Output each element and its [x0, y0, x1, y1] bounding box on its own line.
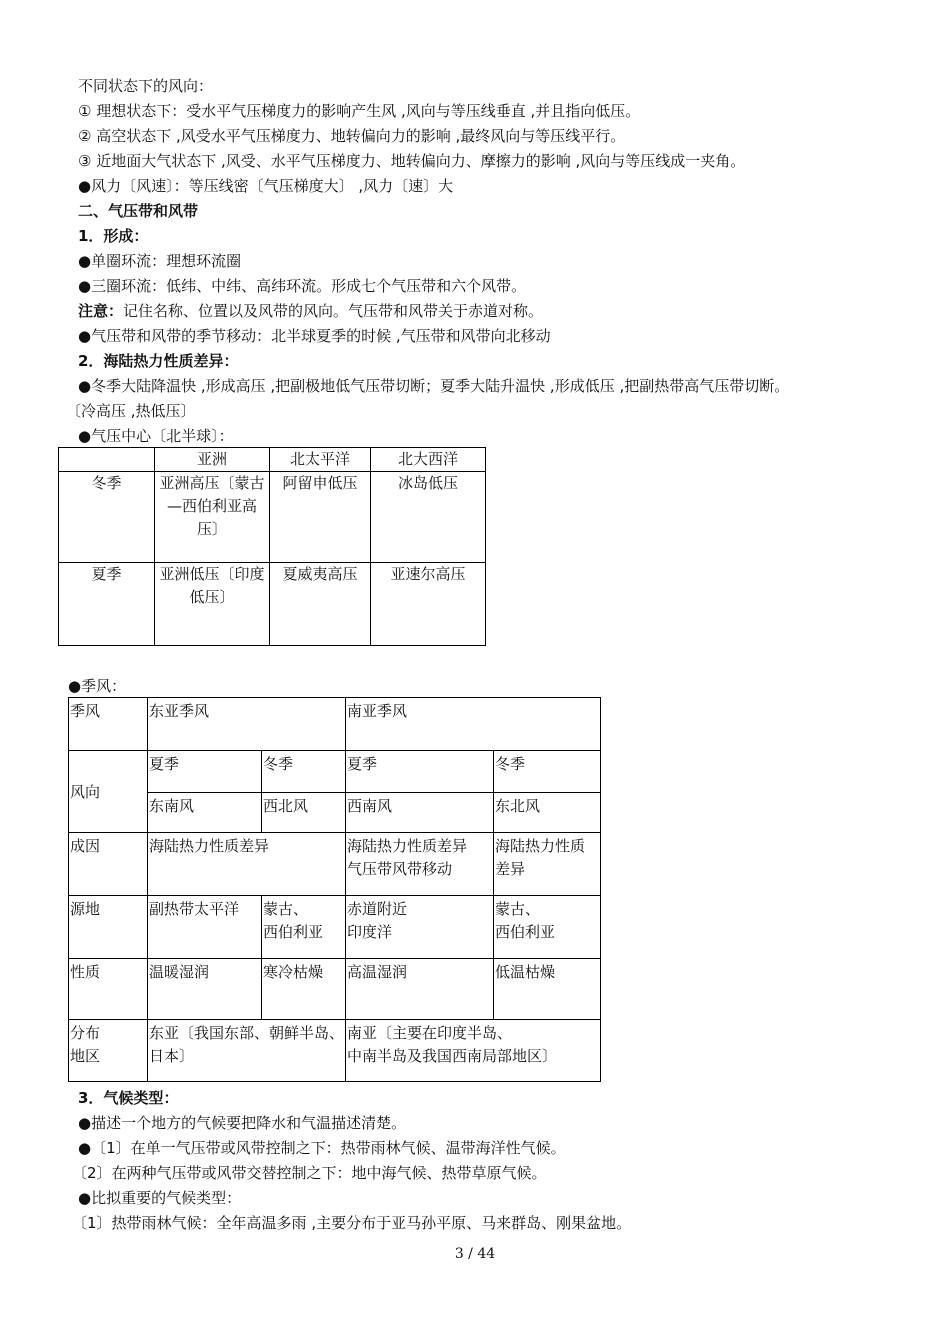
- text-line: 〔2〕在两种气压带或风带交替控制之下：地中海气候、热带草原气候。: [72, 1164, 547, 1182]
- table-cell: 西南风: [346, 793, 494, 833]
- table-row: [69, 959, 601, 1020]
- table-cell: 亚洲: [155, 448, 270, 472]
- table-cell: 东亚〔我国东部、朝鲜半岛、日本〕: [148, 1020, 346, 1082]
- table-row: [59, 563, 486, 646]
- table-cell: 分布 地区: [69, 1020, 148, 1082]
- table-cell: 东南风: [148, 793, 262, 833]
- text-line: ●气压中心〔北半球〕：: [78, 427, 234, 445]
- text-line: ② 高空状态下 ,风受水平气压梯度力、地转偏向力的影响 ,最终风向与等压线平行。: [78, 127, 626, 145]
- table-cell: 海陆热力性质差异 气压带风带移动: [346, 833, 494, 896]
- table-cell: 海陆热力性质差异: [148, 833, 346, 896]
- table-cell: 寒冷枯燥: [262, 959, 346, 1020]
- table-cell: 冬季: [59, 472, 155, 563]
- table-cell: 亚洲高压〔蒙古—西伯利亚高压〕: [155, 472, 270, 563]
- table-cell: 性质: [69, 959, 148, 1020]
- table-cell: 冰岛低压: [371, 472, 486, 563]
- table-cell: 蒙古、 西伯利亚: [494, 896, 601, 959]
- table-cell: 成因: [69, 833, 148, 896]
- table-cell: 东北风: [494, 793, 601, 833]
- section-heading: 二、气压带和风带: [78, 202, 199, 220]
- table-header-row: [59, 448, 486, 472]
- table-cell: 低温枯燥: [494, 959, 601, 1020]
- table-cell: 夏季: [59, 563, 155, 646]
- table-cell: 亚速尔高压: [371, 563, 486, 646]
- text-line: 不同状态下的风向：: [78, 77, 214, 95]
- text-line: ●〔1〕在单一气压带或风带控制之下：热带雨林气候、温带海洋性气候。: [78, 1139, 566, 1157]
- table-cell: 亚洲低压〔印度低压〕: [155, 563, 270, 646]
- table-row: [69, 833, 601, 896]
- table-cell: 阿留申低压: [270, 472, 371, 563]
- text-line: ③ 近地面大气状态下 ,风受、水平气压梯度力、地转偏向力、摩擦力的影响 ,风向与等压线成一夹角。: [78, 152, 746, 170]
- table-cell: 赤道附近 印度洋: [346, 896, 494, 959]
- table-cell: 高温湿润: [346, 959, 494, 1020]
- table-row: [69, 1020, 601, 1082]
- text-line: ●冬季大陆降温快 ,形成高压 ,把副极地低气压带切断；夏季大陆升温快 ,形成低压 ,把副热带高气压带切断。: [78, 377, 790, 395]
- note-line: [78, 301, 543, 321]
- subsection-heading: 3．气候类型：: [78, 1089, 179, 1107]
- table-cell: 冬季: [262, 751, 346, 793]
- table-cell: 温暖湿润: [148, 959, 262, 1020]
- table-row: [69, 751, 601, 793]
- subsection-heading: 2．海陆热力性质差异：: [78, 352, 239, 370]
- table-cell: 源地: [69, 896, 148, 959]
- table-row: [69, 793, 601, 833]
- table-cell: [59, 448, 155, 472]
- text-line: 〔冷高压 ,热低压〕: [66, 402, 196, 420]
- subsection-heading: 1．形成：: [78, 227, 149, 245]
- table-cell: 风向: [69, 751, 148, 833]
- table-cell: 副热带太平洋: [148, 896, 262, 959]
- text-line: ●三圈环流：低纬、中纬、高纬环流。形成七个气压带和六个风带。: [78, 277, 527, 295]
- text-line: ●描述一个地方的气候要把降水和气温描述清楚。: [78, 1114, 407, 1132]
- page-number: 3 / 44: [454, 1246, 496, 1262]
- table-cell: 海陆热力性质差异: [494, 833, 601, 896]
- monsoon-table: [68, 697, 601, 1082]
- table-row: [69, 698, 601, 751]
- note-label: 注意：: [78, 302, 124, 320]
- table-cell: 北大西洋: [371, 448, 486, 472]
- note-text: 记住名称、位置以及风带的风向。气压带和风带关于赤道对称。: [123, 302, 544, 320]
- text-line: 〔1〕热带雨林气候：全年高温多雨 ,主要分布于亚马孙平原、马来群岛、刚果盆地。: [72, 1214, 632, 1232]
- table-cell: 夏季: [346, 751, 494, 793]
- table-cell: 南亚〔主要在印度半岛、 中南半岛及我国西南局部地区〕: [346, 1020, 601, 1082]
- table-cell: 蒙古、 西伯利亚: [262, 896, 346, 959]
- table-row: [59, 472, 486, 563]
- table-cell: 季风: [69, 698, 148, 751]
- table-cell: 夏威夷高压: [270, 563, 371, 646]
- table-row: [69, 896, 601, 959]
- text-line: ●风力〔风速〕：等压线密〔气压梯度大〕 ,风力〔速〕大: [78, 177, 454, 195]
- table-cell: 北太平洋: [270, 448, 371, 472]
- monsoon-label: ●季风：: [68, 677, 127, 695]
- table-cell: 东亚季风: [148, 698, 346, 751]
- table-cell: 西北风: [262, 793, 346, 833]
- text-line: ●比拟重要的气候类型：: [78, 1189, 242, 1207]
- pressure-center-table: [58, 447, 486, 646]
- text-line: ●气压带和风带的季节移动：北半球夏季的时候 ,气压带和风带向北移动: [78, 327, 551, 345]
- table-cell: 冬季: [494, 751, 601, 793]
- table-cell: 夏季: [148, 751, 262, 793]
- table-cell: 南亚季风: [346, 698, 601, 751]
- text-line: ① 理想状态下：受水平气压梯度力的影响产生风 ,风向与等压线垂直 ,并且指向低压。: [78, 102, 641, 120]
- text-line: ●单圈环流：理想环流圈: [78, 252, 242, 270]
